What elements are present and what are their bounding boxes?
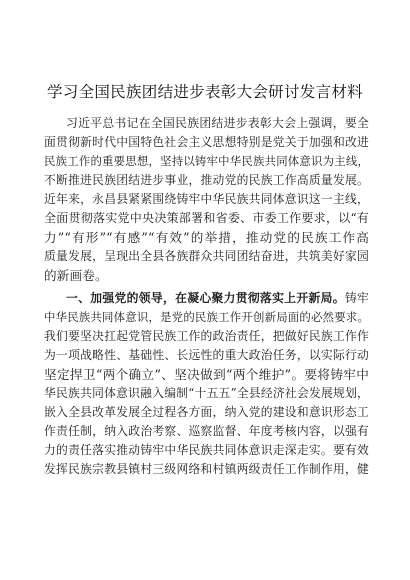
- paragraph-1-line-3: 民族工作的重要思想，坚持以铸牢中华民族共同体意识为主线，: [44, 154, 369, 168]
- paragraph-2-line-10: 发挥民族宗教县镇村三级网络和村镇两级责任工作制作用，健: [44, 462, 369, 476]
- paragraph-2-line-3: 我们要坚决扛起党管民族工作的政治责任，把做好民族工作作: [44, 329, 369, 343]
- paragraph-2-line-7: 嵌入全县改革发展全过程各方面，纳入党的建设和意识形态工: [44, 405, 369, 419]
- paragraph-2-line-5: 坚定捍卫“两个确立”、坚决做到“两个维护”。要将铸牢中: [44, 367, 369, 382]
- paragraph-2-line-8: 作责任制，纳入政治考察、巡察监督、年度考核内容，以强有: [44, 424, 369, 438]
- paragraph-1-line-4: 不断推进民族团结进步事业，推动党的民族工作高质量发展。: [44, 173, 369, 187]
- document-title: 学习全国民族团结进步表彰大会研讨发言材料: [46, 83, 363, 101]
- paragraph-2-line-2: 中华民族共同体意识，是党的民族工作开创新局面的必然要求。: [44, 310, 369, 324]
- paragraph-2-line-1: [66, 290, 369, 307]
- paragraph-2-line-6: 华民族共同体意识融入编制“十五五”全县经济社会发展规划，: [44, 386, 369, 400]
- paragraph-1-line-2: 面贯彻新时代中国特色社会主义思想特别是党关于加强和改进: [44, 135, 369, 149]
- paragraph-1-line-7: 力”“有形”“有感”“有效”的举措，推动党的民族工作高: [44, 230, 369, 245]
- paragraph-1-line-9: 的新画卷。: [44, 268, 108, 283]
- paragraph-1-line-1: 习近平总书记在全国民族团结进步表彰大会上强调，要全: [66, 116, 369, 130]
- paragraph-1-line-5: 近年来，永昌县紧紧围绕铸牢中华民族共同体意识这一主线，: [44, 192, 369, 206]
- paragraph-2-line-9: 力的责任落实推动铸牢中华民族共同体意识走深走实。要有效: [44, 443, 369, 457]
- paragraph-2-line-4: 为一项战略性、基础性、长远性的重大政治任务，以实际行动: [44, 348, 369, 362]
- section-heading-tail: 铸牢: [344, 291, 369, 305]
- section-heading: 一、加强党的领导，在凝心聚力贯彻落实上开新局。: [66, 291, 345, 305]
- paragraph-1-line-6: 全面贯彻落实党中央决策部署和省委、市委工作要求，以“有: [44, 211, 369, 225]
- paragraph-1-line-8: 质量发展，呈现出全县各族群众共同团结奋进，共筑美好家园: [44, 249, 369, 263]
